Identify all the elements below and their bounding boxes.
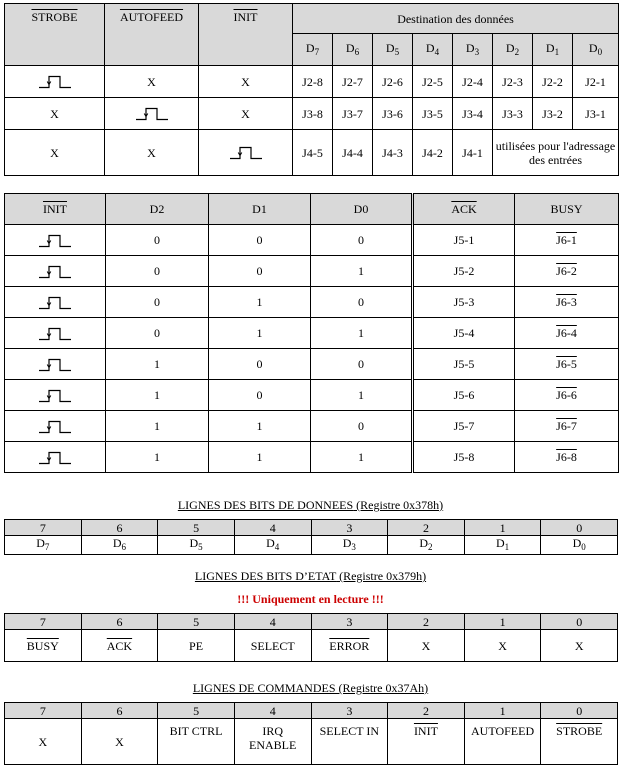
d2-cell: 1 bbox=[106, 349, 209, 380]
bit-base: D bbox=[572, 536, 582, 550]
table-row bbox=[5, 442, 619, 473]
autofeed-header: AUTOFEED bbox=[105, 4, 199, 66]
bit-base: D bbox=[385, 40, 395, 55]
destination-header: Destination des données bbox=[293, 4, 619, 34]
table-row bbox=[5, 287, 619, 318]
busy-value: J6-4 bbox=[556, 326, 577, 340]
busy-value: J6-3 bbox=[556, 295, 577, 309]
d2-cell: 0 bbox=[106, 256, 209, 287]
destination-cell: J4-3 bbox=[373, 130, 413, 176]
bit-value bbox=[158, 719, 235, 765]
strobe-cell bbox=[5, 66, 105, 98]
bit-number: 4 bbox=[234, 520, 311, 536]
busy-value: J6-8 bbox=[556, 450, 577, 464]
bit-header bbox=[413, 34, 453, 66]
bit-subscript: 4 bbox=[274, 542, 280, 552]
init-cell: X bbox=[199, 66, 293, 98]
bit-number: 1 bbox=[464, 520, 541, 536]
bit-header bbox=[333, 34, 373, 66]
d1-cell: 1 bbox=[209, 442, 311, 473]
bit-base: D bbox=[545, 40, 555, 55]
bit-value bbox=[5, 630, 82, 662]
init-cell bbox=[5, 349, 106, 380]
bit-number: 0 bbox=[541, 703, 618, 719]
d2-header: D2 bbox=[106, 194, 209, 225]
ack-cell: J5-2 bbox=[413, 256, 515, 287]
bit-label: PE bbox=[189, 638, 204, 653]
bit-label: X bbox=[421, 638, 431, 653]
table-row bbox=[5, 349, 619, 380]
bit-subscript: 5 bbox=[394, 46, 400, 57]
bit-number: 5 bbox=[158, 703, 235, 719]
d0-header: D0 bbox=[311, 194, 413, 225]
init-cell bbox=[199, 130, 293, 176]
bit-value bbox=[541, 719, 618, 765]
bit-subscript: 2 bbox=[428, 542, 433, 552]
init-cell bbox=[5, 411, 106, 442]
strobe-cell: X bbox=[5, 98, 105, 130]
bit-label: $\overline{ACK}$ bbox=[106, 638, 133, 653]
command-bits-title: LIGNES DE COMMANDES (Registre 0x37Ah) bbox=[192, 681, 429, 695]
destination-cell: J2-7 bbox=[333, 66, 373, 98]
table-row bbox=[5, 318, 619, 349]
destination-cell: J2-6 bbox=[373, 66, 413, 98]
status-bits-table bbox=[4, 613, 618, 662]
d2-cell: 1 bbox=[106, 442, 209, 473]
bit-number: 3 bbox=[311, 703, 388, 719]
bit-subscript: 3 bbox=[474, 46, 480, 57]
busy-value: J6-1 bbox=[556, 233, 577, 247]
ack-cell: J5-5 bbox=[413, 349, 515, 380]
init-cell: X bbox=[199, 98, 293, 130]
destination-cell: J2-8 bbox=[293, 66, 333, 98]
bit-number: 2 bbox=[388, 703, 465, 719]
destination-cell: J3-5 bbox=[413, 98, 453, 130]
destination-cell: J3-4 bbox=[453, 98, 493, 130]
read-only-warning: !!! Uniquement en lecture !!! bbox=[237, 592, 384, 606]
init-cell bbox=[5, 318, 106, 349]
bit-subscript: 2 bbox=[514, 46, 520, 57]
pulse-icon bbox=[38, 75, 72, 89]
bit-subscript: 1 bbox=[504, 542, 510, 552]
bit-number: 6 bbox=[81, 614, 158, 630]
bit-header bbox=[453, 34, 493, 66]
bit-value bbox=[158, 536, 235, 555]
autofeed-cell: X bbox=[105, 130, 199, 176]
bit-value bbox=[311, 536, 388, 555]
destination-cell: J3-1 bbox=[573, 98, 619, 130]
bit-number: 5 bbox=[158, 520, 235, 536]
ack-cell: J5-7 bbox=[413, 411, 515, 442]
ack-cell: J5-8 bbox=[413, 442, 515, 473]
bit-subscript: 1 bbox=[554, 46, 560, 57]
pulse-icon bbox=[229, 146, 263, 160]
bit-label: BIT CTRL bbox=[169, 724, 223, 738]
status-bits-title: LIGNES DES BITS D’ETAT (Registre 0x379h) bbox=[194, 569, 427, 583]
table-row bbox=[5, 225, 619, 256]
busy-value: J6-7 bbox=[556, 419, 577, 433]
destination-cell: J4-1 bbox=[453, 130, 493, 176]
d1-cell: 0 bbox=[209, 225, 311, 256]
init-header: INIT bbox=[199, 4, 293, 66]
d2-cell: 0 bbox=[106, 287, 209, 318]
bit-number: 0 bbox=[541, 614, 618, 630]
d1-header: D1 bbox=[209, 194, 311, 225]
pulse-icon bbox=[38, 234, 72, 248]
table-row bbox=[5, 380, 619, 411]
bit-value bbox=[464, 719, 541, 765]
bit-base: D bbox=[112, 536, 122, 550]
d1-cell: 0 bbox=[209, 256, 311, 287]
pulse-icon bbox=[38, 389, 72, 403]
bit-label: ERROR bbox=[329, 638, 370, 653]
bit-number: 1 bbox=[464, 614, 541, 630]
bit-base: D bbox=[419, 536, 429, 550]
bit-label: X bbox=[498, 638, 507, 653]
bit-base: D bbox=[505, 40, 515, 55]
d1-cell: 1 bbox=[209, 287, 311, 318]
ack-cell: J5-1 bbox=[413, 225, 515, 256]
bit-value bbox=[541, 536, 618, 555]
busy-value: J6-6 bbox=[556, 388, 577, 402]
busy-header: BUSY bbox=[515, 194, 619, 225]
bit-header bbox=[533, 34, 573, 66]
d0-cell: 1 bbox=[311, 442, 413, 473]
busy-value: J6-5 bbox=[556, 357, 577, 371]
d2-cell: 0 bbox=[106, 225, 209, 256]
bit-base: D bbox=[465, 40, 475, 55]
bit-number: 6 bbox=[81, 520, 158, 536]
bit-number: 2 bbox=[388, 614, 465, 630]
d0-cell: 0 bbox=[311, 411, 413, 442]
bit-number: 4 bbox=[234, 703, 311, 719]
destination-cell: J4-2 bbox=[413, 130, 453, 176]
bit-number: 7 bbox=[5, 614, 82, 630]
destination-cell: J2-5 bbox=[413, 66, 453, 98]
bit-header bbox=[373, 34, 413, 66]
bit-base: D bbox=[495, 536, 505, 550]
bit-subscript: 3 bbox=[351, 542, 356, 552]
d2-cell: 0 bbox=[106, 318, 209, 349]
pulse-icon bbox=[135, 107, 169, 121]
bit-value bbox=[541, 630, 618, 662]
init-header: INIT bbox=[5, 194, 106, 225]
bit-header bbox=[293, 34, 333, 66]
note-cell: utilisées pour l'adressage des entrées bbox=[493, 130, 619, 176]
bit-number: 6 bbox=[81, 703, 158, 719]
d1-cell: 0 bbox=[209, 380, 311, 411]
destination-cell: J2-1 bbox=[573, 66, 619, 98]
bit-subscript: 7 bbox=[314, 46, 320, 57]
d1-cell: 1 bbox=[209, 411, 311, 442]
bit-number: 4 bbox=[234, 614, 311, 630]
pulse-icon bbox=[38, 265, 72, 279]
data-bits-title: LIGNES DES BITS DE DONNEES (Registre 0x378h) bbox=[177, 498, 444, 512]
bit-value bbox=[234, 719, 311, 765]
table-row bbox=[5, 411, 619, 442]
bit-label: X bbox=[115, 734, 124, 749]
bit-subscript: 6 bbox=[121, 542, 127, 552]
destination-cell: J2-4 bbox=[453, 66, 493, 98]
bit-base: D bbox=[588, 40, 598, 55]
destination-cell: J3-6 bbox=[373, 98, 413, 130]
bit-value bbox=[5, 719, 82, 765]
destination-cell: J4-5 bbox=[293, 130, 333, 176]
bit-value bbox=[234, 630, 311, 662]
bit-base: D bbox=[345, 40, 355, 55]
destination-cell: J3-8 bbox=[293, 98, 333, 130]
bit-value bbox=[388, 536, 465, 555]
bit-value bbox=[81, 630, 158, 662]
init-cell bbox=[5, 256, 106, 287]
bit-subscript: 7 bbox=[44, 542, 50, 552]
busy-cell bbox=[515, 318, 619, 349]
bit-label: SELECT IN bbox=[319, 724, 380, 738]
bit-base: D bbox=[342, 536, 352, 550]
bit-subscript: 6 bbox=[354, 46, 360, 57]
destination-cell: J3-7 bbox=[333, 98, 373, 130]
table-row bbox=[5, 256, 619, 287]
pulse-icon bbox=[38, 358, 72, 372]
pulse-icon bbox=[38, 327, 72, 341]
table-row bbox=[5, 130, 619, 176]
bit-base: D bbox=[266, 536, 275, 550]
busy-cell bbox=[515, 287, 619, 318]
bit-value bbox=[388, 719, 465, 765]
d1-cell: 0 bbox=[209, 349, 311, 380]
bit-value bbox=[81, 536, 158, 555]
d0-cell: 1 bbox=[311, 318, 413, 349]
bit-label: SELECT bbox=[250, 638, 295, 653]
d0-cell: 1 bbox=[311, 256, 413, 287]
init-cell bbox=[5, 225, 106, 256]
bit-number: 7 bbox=[5, 520, 82, 536]
busy-value: J6-2 bbox=[556, 264, 577, 278]
bit-number: 0 bbox=[541, 520, 618, 536]
d2-cell: 1 bbox=[106, 411, 209, 442]
bit-header bbox=[573, 34, 619, 66]
d0-cell: 0 bbox=[311, 349, 413, 380]
strobe-cell: X bbox=[5, 130, 105, 176]
pulse-icon bbox=[38, 451, 72, 465]
bit-number: 3 bbox=[311, 520, 388, 536]
bit-label: BUSY bbox=[26, 638, 59, 653]
d0-cell: 1 bbox=[311, 380, 413, 411]
busy-cell bbox=[515, 411, 619, 442]
init-cell bbox=[5, 442, 106, 473]
bit-subscript: 0 bbox=[581, 542, 586, 552]
bit-base: D bbox=[425, 40, 435, 55]
bit-label: STROBE bbox=[556, 724, 603, 738]
bit-number: 2 bbox=[388, 520, 465, 536]
d2-cell: 1 bbox=[106, 380, 209, 411]
busy-cell bbox=[515, 349, 619, 380]
init-cell bbox=[5, 287, 106, 318]
destination-cell: J2-3 bbox=[493, 66, 533, 98]
data-bits-table bbox=[4, 519, 618, 555]
bit-value bbox=[464, 630, 541, 662]
d1-cell: 1 bbox=[209, 318, 311, 349]
bit-number: 5 bbox=[158, 614, 235, 630]
busy-cell bbox=[515, 380, 619, 411]
busy-cell bbox=[515, 442, 619, 473]
bit-label: INIT bbox=[413, 724, 438, 738]
bit-value bbox=[158, 630, 235, 662]
bit-header bbox=[493, 34, 533, 66]
table-row bbox=[5, 98, 619, 130]
strobe-header: STROBE bbox=[5, 4, 105, 66]
ack-cell: J5-6 bbox=[413, 380, 515, 411]
bit-subscript: 0 bbox=[597, 46, 603, 57]
bit-label: X bbox=[574, 638, 584, 653]
bit-subscript: 4 bbox=[434, 46, 440, 57]
ack-cell: J5-3 bbox=[413, 287, 515, 318]
bit-value bbox=[234, 536, 311, 555]
pulse-icon bbox=[38, 420, 72, 434]
ack-header: $\overline{ACK}$ bbox=[413, 194, 515, 225]
destination-cell: J4-4 bbox=[333, 130, 373, 176]
bit-label: AUTOFEED bbox=[471, 724, 535, 738]
bit-value bbox=[311, 630, 388, 662]
bit-number: 1 bbox=[464, 703, 541, 719]
d0-cell: 0 bbox=[311, 225, 413, 256]
bit-label: IRQ ENABLE bbox=[249, 724, 297, 752]
table-row bbox=[5, 66, 619, 98]
bit-base: D bbox=[36, 536, 45, 550]
bit-value bbox=[81, 719, 158, 765]
bit-base: D bbox=[305, 40, 315, 55]
bit-value bbox=[311, 719, 388, 765]
destination-cell: J3-3 bbox=[493, 98, 533, 130]
destination-table bbox=[4, 3, 619, 176]
init-cell bbox=[5, 380, 106, 411]
bit-number: 7 bbox=[5, 703, 82, 719]
bit-value bbox=[5, 536, 82, 555]
autofeed-cell: X bbox=[105, 66, 199, 98]
autofeed-cell bbox=[105, 98, 199, 130]
bit-value bbox=[388, 630, 465, 662]
destination-cell: J2-2 bbox=[533, 66, 573, 98]
ack-cell: J5-4 bbox=[413, 318, 515, 349]
bit-subscript: 5 bbox=[198, 542, 203, 552]
bit-base: D bbox=[189, 536, 199, 550]
command-bits-table bbox=[4, 702, 618, 765]
busy-cell bbox=[515, 256, 619, 287]
address-table bbox=[4, 193, 619, 473]
destination-cell: J3-2 bbox=[533, 98, 573, 130]
bit-number: 3 bbox=[311, 614, 388, 630]
pulse-icon bbox=[38, 296, 72, 310]
bit-label: X bbox=[38, 734, 48, 749]
d0-cell: 0 bbox=[311, 287, 413, 318]
bit-value bbox=[464, 536, 541, 555]
busy-cell bbox=[515, 225, 619, 256]
